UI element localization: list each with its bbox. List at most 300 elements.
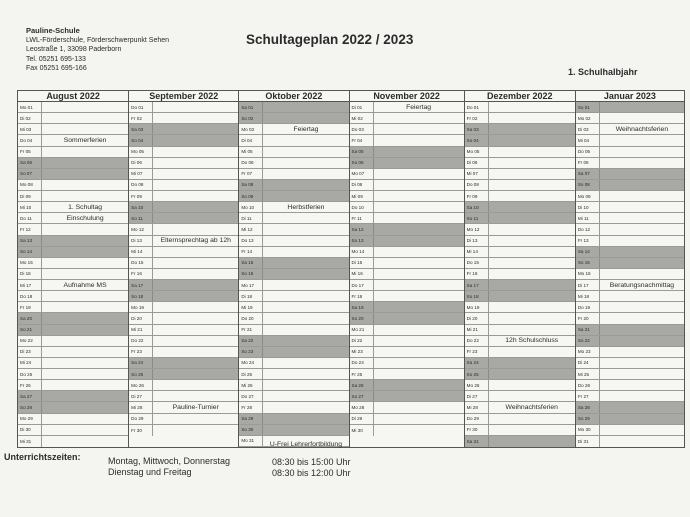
day-row (576, 402, 684, 413)
day-note (42, 180, 128, 190)
day-row (239, 202, 348, 213)
day-note (153, 147, 238, 157)
day-note (374, 258, 464, 268)
day-note (489, 369, 575, 379)
day-label: Mo 29 (18, 414, 42, 424)
day-note (263, 414, 348, 424)
day-note (600, 380, 684, 390)
month-column (239, 91, 349, 447)
day-label: Mi 02 (350, 113, 374, 123)
day-note (489, 135, 575, 145)
day-row (18, 369, 128, 380)
day-row (129, 191, 238, 202)
day-row (129, 224, 238, 235)
day-row (350, 425, 464, 436)
day-note (374, 380, 464, 390)
day-note (374, 414, 464, 424)
day-row (350, 124, 464, 135)
day-note: Einschulung (66, 214, 104, 222)
day-label: Mo 02 (576, 113, 600, 123)
day-label: Sa 03 (129, 124, 153, 134)
day-note (374, 247, 464, 257)
day-row (576, 247, 684, 258)
day-row (576, 414, 684, 425)
day-label: So 25 (465, 369, 489, 379)
day-note (153, 425, 238, 436)
day-note (263, 213, 348, 223)
month-header: November 2022 (350, 91, 464, 102)
day-row (576, 147, 684, 158)
month-days (18, 102, 128, 447)
day-row (465, 124, 575, 135)
day-row (576, 425, 684, 436)
day-label: Sa 14 (576, 247, 600, 257)
day-row (576, 358, 684, 369)
day-label: Mi 31 (18, 436, 42, 447)
day-note (374, 425, 464, 436)
day-label: So 02 (239, 113, 263, 123)
day-row (576, 169, 684, 180)
day-label: Fr 13 (576, 236, 600, 246)
month-header: Dezember 2022 (465, 91, 575, 102)
day-label: Do 27 (239, 391, 263, 401)
day-label: Mi 23 (350, 347, 374, 357)
day-label: Sa 07 (576, 169, 600, 179)
day-label: Fr 02 (129, 113, 153, 123)
day-row (350, 147, 464, 158)
day-label: Fr 09 (129, 191, 153, 201)
day-label: Di 31 (576, 436, 600, 447)
day-row (239, 213, 348, 224)
day-label: Do 24 (350, 358, 374, 368)
day-row (465, 102, 575, 113)
day-note (153, 280, 238, 290)
day-row (576, 158, 684, 169)
day-label: Sa 31 (465, 436, 489, 447)
day-label: So 04 (129, 135, 153, 145)
day-label: Di 01 (350, 102, 374, 112)
day-label: Sa 21 (576, 325, 600, 335)
day-label: Di 06 (129, 158, 153, 168)
day-label: Sa 20 (18, 313, 42, 323)
day-label: Sa 12 (350, 224, 374, 234)
day-row (129, 158, 238, 169)
day-note (42, 414, 128, 424)
day-label: Di 13 (465, 236, 489, 246)
day-label: Mo 07 (350, 169, 374, 179)
day-row (129, 369, 238, 380)
day-note: 12h Schulschluss (505, 337, 559, 345)
day-row (239, 336, 348, 347)
day-label: Do 15 (129, 258, 153, 268)
day-row (18, 280, 128, 291)
school-name: Pauline-Schule (26, 26, 80, 35)
day-note (489, 325, 575, 335)
day-note (153, 113, 238, 123)
day-row (18, 247, 128, 258)
day-row (18, 169, 128, 180)
day-note (263, 158, 348, 168)
day-note (489, 236, 575, 246)
day-note: Elternsprechtag ab 12h (160, 237, 231, 245)
day-label: Di 03 (576, 124, 600, 134)
day-label: Mo 03 (239, 124, 263, 134)
day-note (600, 191, 684, 201)
day-note (153, 336, 238, 346)
day-row (18, 258, 128, 269)
day-note (374, 302, 464, 312)
day-label: So 04 (465, 135, 489, 145)
day-label: Di 15 (350, 258, 374, 268)
day-row (465, 247, 575, 258)
day-label: So 22 (576, 336, 600, 346)
day-label: Fr 05 (18, 147, 42, 157)
day-row (18, 402, 128, 413)
day-label: Di 27 (465, 391, 489, 401)
day-note (489, 191, 575, 201)
teaching-days-short: Dienstag und Freitag (108, 467, 192, 477)
day-row (576, 391, 684, 402)
day-label: Mi 28 (465, 402, 489, 412)
day-label: So 15 (576, 258, 600, 268)
day-label: So 09 (239, 191, 263, 201)
day-label: Mo 30 (576, 425, 600, 435)
day-row (18, 380, 128, 391)
day-note (153, 325, 238, 335)
day-row (350, 258, 464, 269)
day-label: Fr 19 (18, 302, 42, 312)
day-note (263, 236, 348, 246)
day-label: Do 29 (465, 414, 489, 424)
day-note (153, 135, 238, 145)
day-row (350, 158, 464, 169)
day-label: Do 22 (465, 336, 489, 346)
day-row (465, 436, 575, 447)
day-label: Di 02 (18, 113, 42, 123)
month-header: August 2022 (18, 91, 128, 102)
day-row (129, 102, 238, 113)
day-row (350, 247, 464, 258)
day-row (18, 213, 128, 224)
day-label: Fr 11 (350, 213, 374, 223)
day-row (350, 280, 464, 291)
day-label: Fr 06 (576, 158, 600, 168)
day-row (465, 258, 575, 269)
day-label: Mi 26 (239, 380, 263, 390)
day-note: Weihnachtsferien (615, 125, 669, 133)
day-row (350, 358, 464, 369)
day-row (129, 247, 238, 258)
day-note (153, 202, 238, 212)
day-row (465, 213, 575, 224)
day-row (465, 425, 575, 436)
day-note (600, 291, 684, 301)
day-label: So 11 (129, 213, 153, 223)
day-note (374, 224, 464, 234)
day-row (129, 347, 238, 358)
day-note (42, 391, 128, 401)
month-header: Oktober 2022 (239, 91, 348, 102)
day-row (18, 158, 128, 169)
day-row (239, 391, 348, 402)
day-note (42, 369, 128, 379)
day-row (129, 302, 238, 313)
day-label: Mo 31 (239, 436, 263, 446)
day-row (350, 135, 464, 146)
day-row (465, 369, 575, 380)
day-note (42, 147, 128, 157)
day-label: Mi 24 (18, 358, 42, 368)
day-label: Do 04 (18, 135, 42, 145)
day-note (600, 169, 684, 179)
day-note (374, 236, 464, 246)
day-row (129, 213, 238, 224)
day-label: Do 18 (18, 291, 42, 301)
day-note (153, 313, 238, 323)
day-note (489, 247, 575, 257)
day-row (465, 113, 575, 124)
day-note: 1. Schultag (68, 203, 103, 211)
day-row (576, 124, 684, 135)
school-fax: Fax 05251 695-166 (26, 65, 87, 72)
day-label: Fr 27 (576, 391, 600, 401)
day-row (350, 391, 464, 402)
day-row (350, 169, 464, 180)
day-label: Mi 17 (18, 280, 42, 290)
day-note (263, 258, 348, 268)
day-label: Di 11 (239, 213, 263, 223)
day-label: Sa 01 (239, 102, 263, 112)
day-label: So 14 (18, 247, 42, 257)
day-row (465, 202, 575, 213)
day-row (350, 414, 464, 425)
day-label: Mi 12 (239, 224, 263, 234)
day-label: Sa 28 (576, 402, 600, 412)
day-row (239, 102, 348, 113)
day-label: Mo 08 (18, 180, 42, 190)
day-note (600, 347, 684, 357)
day-note (489, 202, 575, 212)
day-row (129, 147, 238, 158)
day-label: So 29 (576, 414, 600, 424)
day-note (153, 269, 238, 279)
day-row (350, 269, 464, 280)
day-label: Di 17 (576, 280, 600, 290)
day-label: Di 06 (465, 158, 489, 168)
day-note (600, 113, 684, 123)
day-label: Sa 03 (465, 124, 489, 134)
day-row (576, 102, 684, 113)
day-label: Fr 28 (239, 402, 263, 412)
day-label: Fr 14 (239, 247, 263, 257)
day-row (239, 135, 348, 146)
day-label: Do 11 (18, 213, 42, 223)
day-row (576, 280, 684, 291)
day-label: Mo 14 (350, 247, 374, 257)
day-row (239, 124, 348, 135)
day-label: Mo 12 (129, 224, 153, 234)
month-column (350, 91, 465, 447)
day-row (18, 347, 128, 358)
day-label: So 25 (129, 369, 153, 379)
day-label: Mi 28 (129, 402, 153, 412)
day-label: Do 05 (576, 147, 600, 157)
day-note (489, 280, 575, 290)
day-label: Sa 15 (239, 258, 263, 268)
day-label: Di 13 (129, 236, 153, 246)
day-row (350, 113, 464, 124)
day-row (239, 191, 348, 202)
day-row (129, 291, 238, 302)
day-label: Fr 16 (129, 269, 153, 279)
day-note (374, 202, 464, 212)
day-row (465, 325, 575, 336)
day-label: Mi 11 (576, 213, 600, 223)
day-label: So 11 (465, 213, 489, 223)
day-row (18, 313, 128, 324)
teaching-time-short: 08:30 bis 12:00 Uhr (272, 468, 351, 478)
day-label: Sa 19 (350, 302, 374, 312)
day-note (489, 224, 575, 234)
day-note (489, 158, 575, 168)
month-column (465, 91, 576, 447)
day-note (489, 113, 575, 123)
day-note: Aufnahme MS (63, 281, 107, 289)
day-row (129, 258, 238, 269)
day-row (576, 180, 684, 191)
day-note (153, 169, 238, 179)
day-label: Mo 05 (465, 147, 489, 157)
day-row (129, 402, 238, 413)
day-note (489, 102, 575, 112)
day-note (600, 436, 684, 447)
day-row (18, 113, 128, 124)
day-label: Do 01 (465, 102, 489, 112)
day-row (576, 202, 684, 213)
day-label: Do 08 (129, 180, 153, 190)
day-row (239, 402, 348, 413)
day-row (350, 302, 464, 313)
day-label: Do 17 (350, 280, 374, 290)
day-row (129, 124, 238, 135)
day-label: Mi 21 (465, 325, 489, 335)
day-note (374, 325, 464, 335)
day-row (465, 269, 575, 280)
day-note (374, 347, 464, 357)
day-label: Di 16 (18, 269, 42, 279)
day-label: Do 22 (129, 336, 153, 346)
teaching-time-long: 08:30 bis 15:00 Uhr (272, 457, 351, 467)
day-label: Fr 26 (18, 380, 42, 390)
day-row (18, 180, 128, 191)
calendar-grid (17, 90, 685, 448)
day-note (42, 169, 128, 179)
day-label: Di 09 (18, 191, 42, 201)
day-row (18, 236, 128, 247)
day-label: Sa 26 (350, 380, 374, 390)
day-note (42, 425, 128, 435)
day-note (153, 213, 238, 223)
day-label: Mo 09 (576, 191, 600, 201)
day-note (263, 135, 348, 145)
day-label: Fr 12 (18, 224, 42, 234)
day-note (374, 291, 464, 301)
day-row (239, 280, 348, 291)
day-row (350, 224, 464, 235)
day-row (18, 269, 128, 280)
school-line1: LWL-Förderschule, Förderschwerpunkt Sehen (26, 36, 170, 44)
day-row (576, 258, 684, 269)
day-row (350, 380, 464, 391)
day-note (489, 425, 575, 435)
day-note (153, 391, 238, 401)
day-note (600, 336, 684, 346)
month-header: September 2022 (129, 91, 238, 102)
day-label: Do 19 (576, 302, 600, 312)
day-note (374, 402, 464, 412)
day-label: Do 29 (129, 414, 153, 424)
day-note (42, 247, 128, 257)
day-label: Do 06 (239, 158, 263, 168)
day-label: Mo 15 (18, 258, 42, 268)
day-row (129, 313, 238, 324)
day-row (18, 191, 128, 202)
day-row (465, 336, 575, 347)
day-note (263, 302, 348, 312)
month-header: Januar 2023 (576, 91, 684, 102)
day-row (18, 202, 128, 213)
day-note (153, 291, 238, 301)
day-row (576, 436, 684, 447)
day-note (153, 247, 238, 257)
day-row (129, 113, 238, 124)
day-note (489, 291, 575, 301)
day-note (374, 191, 464, 201)
day-row (576, 213, 684, 224)
day-row (18, 425, 128, 436)
day-row (465, 347, 575, 358)
day-label: So 13 (350, 236, 374, 246)
month-days (576, 102, 684, 447)
day-label: Sa 24 (465, 358, 489, 368)
day-note (600, 224, 684, 234)
day-label: Fr 18 (350, 291, 374, 301)
day-note (263, 380, 348, 390)
day-label: Fr 30 (129, 425, 153, 436)
day-row (350, 313, 464, 324)
day-label: So 08 (576, 180, 600, 190)
day-note (42, 325, 128, 335)
day-label: Fr 02 (465, 113, 489, 123)
day-row (576, 135, 684, 146)
day-note (42, 124, 128, 134)
day-note (374, 269, 464, 279)
day-label: Mi 25 (576, 369, 600, 379)
day-label: Sa 06 (18, 158, 42, 168)
day-row (129, 325, 238, 336)
month-days (129, 102, 238, 447)
day-label: Mo 17 (239, 280, 263, 290)
day-note (42, 269, 128, 279)
day-row (129, 269, 238, 280)
day-row (129, 236, 238, 247)
day-row (18, 358, 128, 369)
school-line2: Leostraße 1, 33098 Paderborn (26, 46, 122, 53)
day-label: Mo 22 (18, 336, 42, 346)
day-note (263, 180, 348, 190)
day-note (153, 191, 238, 201)
day-note (600, 325, 684, 335)
